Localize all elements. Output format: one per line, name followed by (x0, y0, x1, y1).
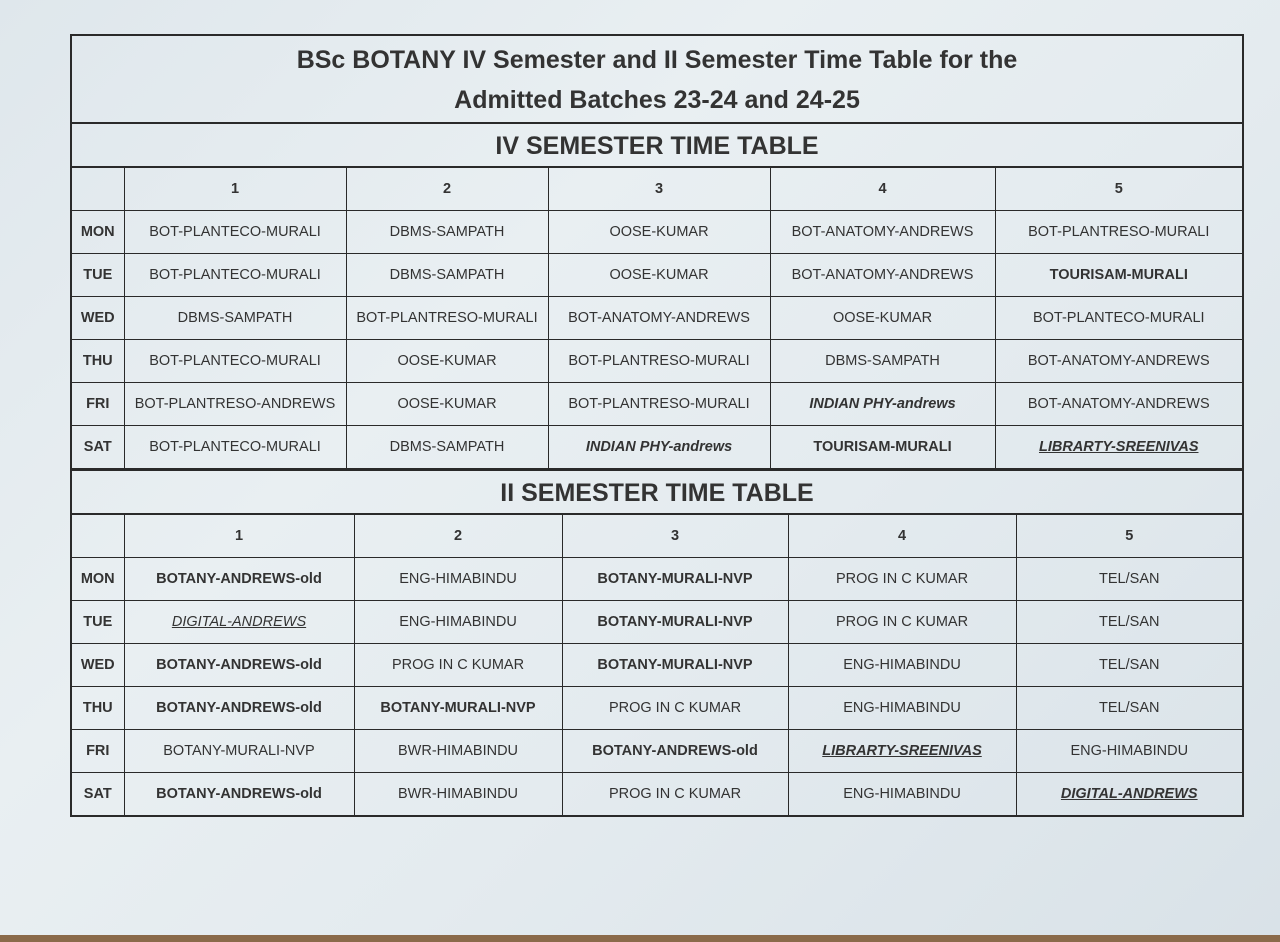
timetable-document (70, 34, 1244, 817)
class-cell: BOTANY-ANDREWS-old (562, 730, 788, 773)
class-cell: ENG-HIMABINDU (354, 558, 562, 601)
class-cell: DIGITAL-ANDREWS (1016, 773, 1242, 816)
title-line-1: BSc BOTANY IV Semester and II Semester Time Table for the (296, 46, 1018, 74)
class-cell: TEL/SAN (1016, 601, 1242, 644)
class-cell: OOSE-KUMAR (548, 254, 770, 297)
day-label: THU (72, 687, 124, 730)
class-cell: INDIAN PHY-andrews (770, 383, 995, 426)
class-cell: BOTANY-MURALI-NVP (354, 687, 562, 730)
sem2-table (72, 515, 1242, 815)
table-row (72, 644, 1242, 687)
table-row (72, 383, 1242, 426)
class-cell: BOTANY-ANDREWS-old (124, 558, 354, 601)
day-label: FRI (72, 383, 124, 426)
day-label: THU (72, 340, 124, 383)
class-cell: BOT-ANATOMY-ANDREWS (995, 383, 1242, 426)
class-cell: TEL/SAN (1016, 644, 1242, 687)
class-cell: BOT-PLANTECO-MURALI (995, 297, 1242, 340)
table-row (72, 426, 1242, 469)
day-label: TUE (72, 254, 124, 297)
period-header: 2 (354, 515, 562, 558)
class-cell: BOTANY-ANDREWS-old (124, 773, 354, 816)
class-cell: BOT-PLANTRESO-MURALI (548, 383, 770, 426)
class-cell: BOT-PLANTRESO-MURALI (995, 211, 1242, 254)
class-cell: BOTANY-MURALI-NVP (562, 558, 788, 601)
sem2-section (72, 515, 1242, 815)
class-cell: LIBRARTY-SREENIVAS (788, 730, 1016, 773)
class-cell: PROG IN C KUMAR (788, 601, 1016, 644)
class-cell: PROG IN C KUMAR (562, 773, 788, 816)
sem4-table (72, 168, 1242, 469)
table-row (72, 340, 1242, 383)
class-cell: ENG-HIMABINDU (788, 687, 1016, 730)
period-header: 1 (124, 168, 346, 211)
class-cell: PROG IN C KUMAR (354, 644, 562, 687)
class-cell: BOTANY-ANDREWS-old (124, 644, 354, 687)
class-cell: BOT-PLANTECO-MURALI (124, 254, 346, 297)
class-cell: BOTANY-MURALI-NVP (562, 644, 788, 687)
title-line-2: Admitted Batches 23-24 and 24-25 (454, 86, 860, 114)
class-cell: LIBRARTY-SREENIVAS (995, 426, 1242, 469)
class-cell: DBMS-SAMPATH (346, 211, 548, 254)
period-header: 5 (995, 168, 1242, 211)
class-cell: BWR-HIMABINDU (354, 773, 562, 816)
period-header: 1 (124, 515, 354, 558)
class-cell: OOSE-KUMAR (548, 211, 770, 254)
table-row (72, 297, 1242, 340)
class-cell: BOT-PLANTECO-MURALI (124, 211, 346, 254)
class-cell: INDIAN PHY-andrews (548, 426, 770, 469)
class-cell: BOT-PLANTRESO-ANDREWS (124, 383, 346, 426)
class-cell: BOTANY-MURALI-NVP (562, 601, 788, 644)
class-cell: BOTANY-ANDREWS-old (124, 687, 354, 730)
class-cell: TOURISAM-MURALI (770, 426, 995, 469)
period-header: 4 (770, 168, 995, 211)
sem2-heading: II SEMESTER TIME TABLE (72, 469, 1242, 515)
class-cell: DIGITAL-ANDREWS (124, 601, 354, 644)
period-header: 4 (788, 515, 1016, 558)
sem4-header-row (72, 168, 1242, 211)
class-cell: ENG-HIMABINDU (354, 601, 562, 644)
class-cell: BOT-ANATOMY-ANDREWS (770, 211, 995, 254)
corner-cell (72, 168, 124, 211)
class-cell: BOT-PLANTRESO-MURALI (548, 340, 770, 383)
class-cell: ENG-HIMABINDU (788, 644, 1016, 687)
table-row (72, 254, 1242, 297)
table-row (72, 773, 1242, 816)
day-label: WED (72, 644, 124, 687)
period-header: 3 (562, 515, 788, 558)
class-cell: DBMS-SAMPATH (346, 426, 548, 469)
table-row (72, 211, 1242, 254)
class-cell: TEL/SAN (1016, 687, 1242, 730)
class-cell: BOT-PLANTECO-MURALI (124, 340, 346, 383)
class-cell: BOT-PLANTECO-MURALI (124, 426, 346, 469)
table-row (72, 558, 1242, 601)
class-cell: DBMS-SAMPATH (124, 297, 346, 340)
class-cell: OOSE-KUMAR (770, 297, 995, 340)
class-cell: BOT-PLANTRESO-MURALI (346, 297, 548, 340)
class-cell: OOSE-KUMAR (346, 340, 548, 383)
class-cell: TEL/SAN (1016, 558, 1242, 601)
day-label: TUE (72, 601, 124, 644)
day-label: MON (72, 558, 124, 601)
class-cell: BOT-ANATOMY-ANDREWS (995, 340, 1242, 383)
class-cell: ENG-HIMABINDU (788, 773, 1016, 816)
table-row (72, 601, 1242, 644)
period-header: 5 (1016, 515, 1242, 558)
class-cell: BOTANY-MURALI-NVP (124, 730, 354, 773)
day-label: MON (72, 211, 124, 254)
class-cell: BOT-ANATOMY-ANDREWS (770, 254, 995, 297)
sem4-heading: IV SEMESTER TIME TABLE (72, 124, 1242, 168)
day-label: SAT (72, 773, 124, 816)
period-header: 3 (548, 168, 770, 211)
day-label: WED (72, 297, 124, 340)
class-cell: OOSE-KUMAR (346, 383, 548, 426)
period-header: 2 (346, 168, 548, 211)
corner-cell (72, 515, 124, 558)
day-label: FRI (72, 730, 124, 773)
class-cell: PROG IN C KUMAR (562, 687, 788, 730)
class-cell: ENG-HIMABINDU (1016, 730, 1242, 773)
table-row (72, 687, 1242, 730)
table-row (72, 730, 1242, 773)
class-cell: TOURISAM-MURALI (995, 254, 1242, 297)
class-cell: DBMS-SAMPATH (346, 254, 548, 297)
class-cell: BWR-HIMABINDU (354, 730, 562, 773)
class-cell: BOT-ANATOMY-ANDREWS (548, 297, 770, 340)
document-title (72, 36, 1242, 124)
class-cell: PROG IN C KUMAR (788, 558, 1016, 601)
day-label: SAT (72, 426, 124, 469)
sem2-header-row (72, 515, 1242, 558)
class-cell: DBMS-SAMPATH (770, 340, 995, 383)
